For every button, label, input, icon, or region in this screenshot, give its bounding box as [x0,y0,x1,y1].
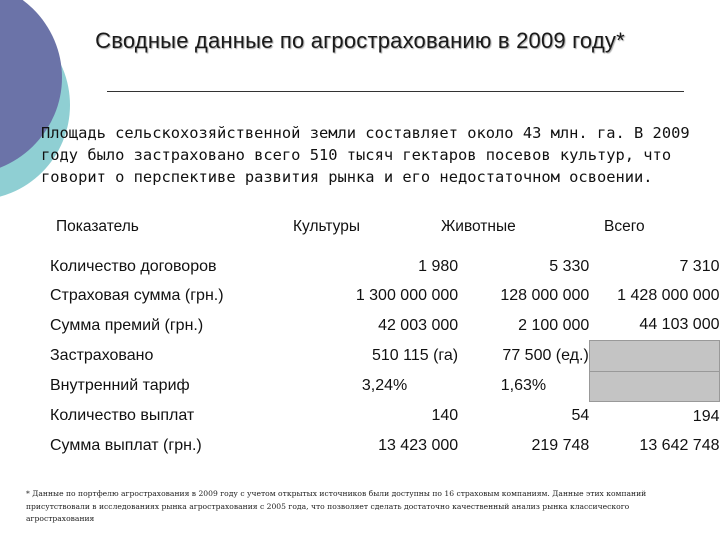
row-label: Количество договоров [50,257,217,275]
cell-crops: 1 980 [418,257,459,275]
table-row [50,401,720,431]
header-total: Всего [604,218,645,235]
summary-table [50,252,720,461]
table-row [50,281,720,310]
cell-total: 194 [692,407,720,425]
intro-paragraph: Площадь сельскохозяйственной земли составляет около 43 млн. га. В 2009 году было застраховано всего 510 тысяч гектаров посевов культур, что говорит о перспективе развития рынка и его недостаточном освоении. [41,124,690,186]
cell-total: 44 103 000 [639,316,720,334]
cell-total: 1 428 000 000 [617,287,720,305]
footnote: * Данные по портфелю агрострахования в 2009 году с учетом открытых источников были доступны по 16 страховым компаниям. Данные этих компаний присутствовали в исследованиях рынка агрострахования с 2005 года, что позволяет сделать достаточно качественный анализ рынка классического агрострахования [26,489,647,523]
header-animals: Животные [441,218,516,235]
cell-animals: 77 500 (ед.) [502,346,589,364]
cell-animals: 54 [571,407,590,425]
header-crops: Культуры [293,218,360,235]
cell-animals: 128 000 000 [500,287,590,305]
cell-crops: 510 115 (га) [372,346,459,364]
title-divider [107,91,684,92]
row-label: Застраховано [50,346,154,364]
cell-crops: 140 [431,407,459,425]
cell-total: 7 310 [679,257,720,275]
table-row [50,252,720,281]
cell-total: 13 642 748 [639,437,720,455]
row-label: Внутренний тариф [50,377,190,395]
cell-total-empty [589,371,719,401]
cell-animals: 1,63% [500,377,547,395]
row-label: Сумма премий (грн.) [50,316,204,334]
table-row [50,311,720,341]
slide-title: Сводные данные по агрострахованию в 2009 году* [95,28,625,53]
table-row [50,371,720,401]
header-indicator: Показатель [56,218,139,235]
row-label: Сумма выплат (грн.) [50,437,202,455]
table-row [50,431,720,460]
cell-crops: 13 423 000 [378,437,459,455]
cell-crops: 3,24% [361,377,408,395]
table-row [50,341,720,371]
cell-crops: 42 003 000 [378,316,459,334]
cell-crops: 1 300 000 000 [355,287,459,305]
cell-total-empty [589,341,719,371]
cell-animals: 5 330 [549,257,590,275]
row-label: Страховая сумма (грн.) [50,287,224,305]
row-label: Количество выплат [50,407,195,425]
table-header-row [0,218,720,240]
cell-animals: 219 748 [531,437,590,455]
cell-animals: 2 100 000 [518,316,590,334]
